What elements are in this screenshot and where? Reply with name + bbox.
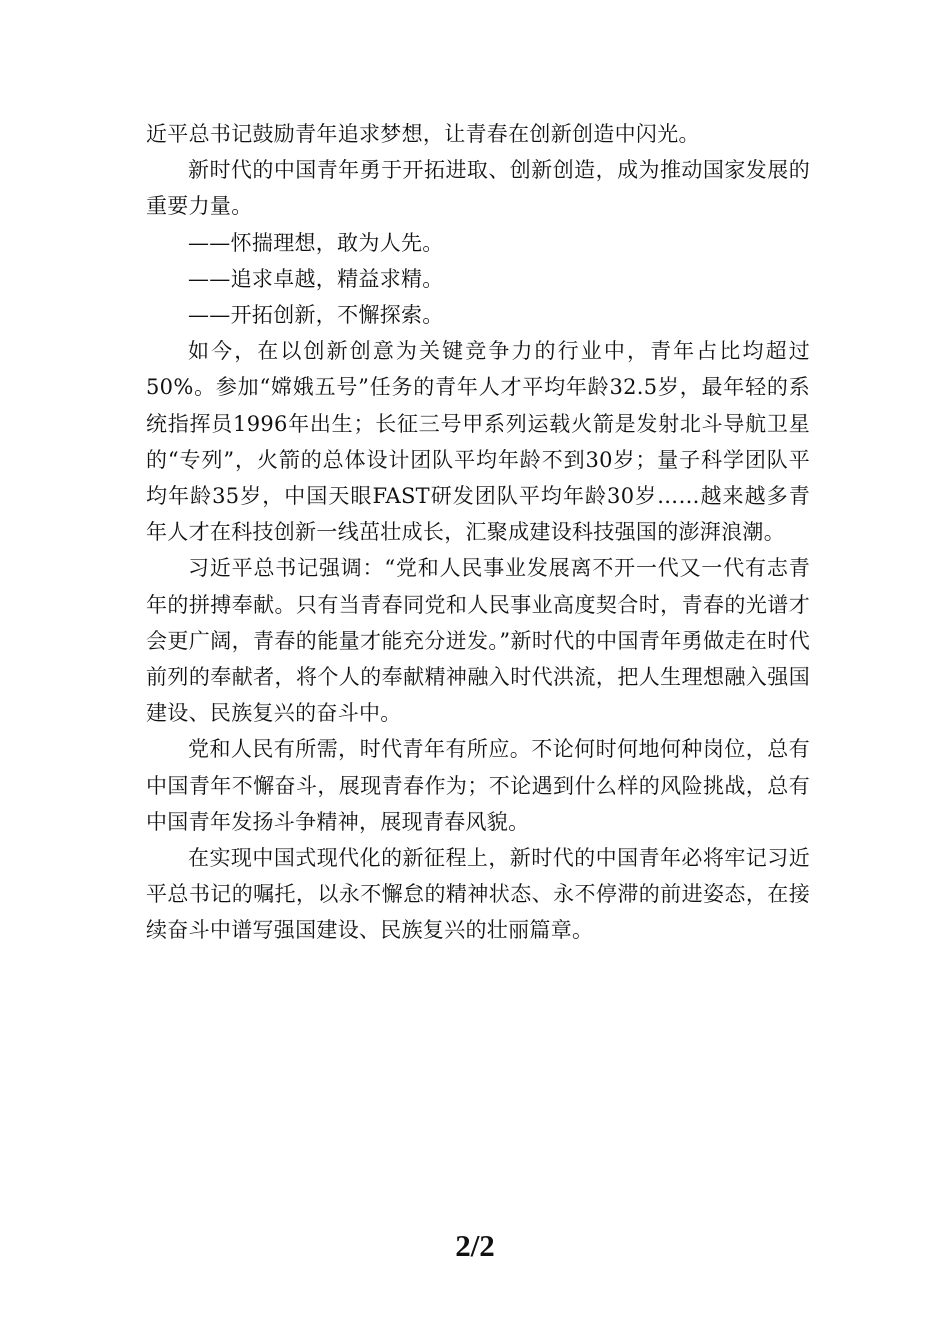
paragraph-conclusion: 在实现中国式现代化的新征程上，新时代的中国青年必将牢记习近平总书记的嘱托，以永不懈怠的精神状态、永不停滞的前进姿态，在接续奋斗中谱写强国建设、民族复兴的壮丽篇章。 [146,846,810,943]
paragraph-bullet-ideal: ——怀揣理想，敢为人先。 [188,230,444,255]
paragraph-bullet-innovation: ——开拓创新，不懈探索。 [188,303,444,328]
page-number: 2/2 [455,1228,495,1263]
paragraph-statistics: 如今，在以创新创意为关键竞争力的行业中，青年占比均超过50%。参加“嫦娥五号”任务的青年人才平均年龄32.5岁，最年轻的系统指挥员1996年出生；长征三号甲系列运载火箭是发射北斗导航卫星的“专列”，火箭的总体设计团队平均年龄不到30岁；量子科学团队平均年龄35岁，中国天眼FAST研发团队平均年龄30岁……越来越多青年人才在科技创新一线茁壮成长，汇聚成建设科技强国的澎湃浪潮。 [146,339,810,545]
paragraph-continuation: 近平总书记鼓励青年追求梦想，让青春在创新创造中闪光。 [146,122,700,146]
document-body [146,116,810,949]
paragraph-bullet-excellence: ——追求卓越，精益求精。 [188,266,444,291]
paragraph-quote: 习近平总书记强调：“党和人民事业发展离不开一代又一代有志青年的拼搏奉献。只有当青春同党和人民事业高度契合时，青春的光谱才会更广阔，青春的能量才能充分迸发。”新时代的中国青年勇做走在时代前列的奉献者，将个人的奉献精神融入时代洪流，把人生理想融入强国建设、民族复兴的奋斗中。 [146,556,810,726]
paragraph-response: 党和人民有所需，时代青年有所应。不论何时何地何种岗位，总有中国青年不懈奋斗，展现青春作为；不论遇到什么样的风险挑战，总有中国青年发扬斗争精神，展现青春风貌。 [146,737,810,834]
paragraph-intro: 新时代的中国青年勇于开拓进取、创新创造，成为推动国家发展的重要力量。 [146,158,810,219]
